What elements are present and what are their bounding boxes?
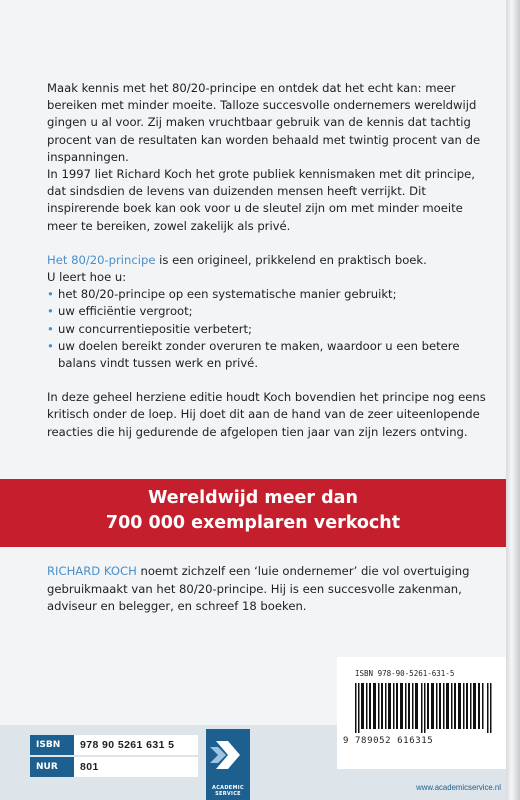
barcode-isbn-text: ISBN 978-90-5261-631-5 bbox=[355, 669, 455, 678]
isbn-label: ISBN bbox=[30, 735, 74, 755]
publisher-logo bbox=[206, 729, 250, 800]
blurb-paragraph-2: In 1997 liet Richard Koch het grote publiek kennismaken met dit principe, dat sindsdien de levens van duizenden mensen heeft verrijkt. Dit inspirerende boek kan ook voor u de sleutel zijn om met minder moeite meer te bereiken, zowel zakelijk als privé. bbox=[47, 167, 475, 233]
isbn-row bbox=[30, 735, 198, 755]
bullet-icon: • bbox=[47, 287, 54, 302]
list-item: • uw doelen bereikt zonder overuren te maken, waardoor u een betere balans vindt tussen werk en privé. bbox=[47, 338, 460, 371]
barcode-bars bbox=[355, 683, 495, 733]
spine-edge bbox=[506, 0, 520, 800]
logo-text-line-2: SERVICE bbox=[215, 791, 241, 797]
blurb-text bbox=[47, 80, 487, 441]
author-bio-text: noemt zichzelf een ‘luie ondernemer’ die vol overtuiging gebruikmaakt van het 80/20-principe. Hij is een succesvolle zakenman, adviseur en belegger, en schreef 18 boeken. bbox=[47, 564, 470, 613]
publisher-url: www.academicservice.nl bbox=[416, 783, 501, 792]
chevron-logo-icon bbox=[206, 729, 250, 781]
author-name: RICHARD KOCH bbox=[47, 564, 137, 578]
blurb-paragraph-4: In deze geheel herziene editie houdt Koch bovendien het principe nog eens kritisch onder de loep. Hij doet dit aan de hand van de zeer uiteenlopende reacties die hij gedurende de afgelopen tien jaar van zijn lezers ontving. bbox=[47, 390, 486, 439]
barcode bbox=[337, 657, 506, 769]
blurb-list-intro: U leert hoe u: bbox=[47, 270, 127, 285]
blurb-paragraph-3-rest: is een origineel, prikkelend en praktisch boek. bbox=[155, 252, 427, 267]
isbn-table bbox=[30, 735, 198, 779]
sales-banner-line-2: 700 000 exemplaren verkocht bbox=[105, 513, 401, 533]
list-item: • het 80/20-principe op een systematische manier gebruikt; bbox=[47, 286, 487, 303]
sales-banner bbox=[0, 479, 506, 547]
nur-label: NUR bbox=[30, 757, 74, 777]
sales-banner-line-1: Wereldwijd meer dan bbox=[148, 488, 358, 508]
logo-text-line-1: ACADEMIC bbox=[212, 785, 244, 791]
nur-row bbox=[30, 757, 198, 777]
benefit-list bbox=[47, 286, 487, 372]
bullet-icon: • bbox=[47, 321, 54, 336]
nur-value: 801 bbox=[74, 757, 198, 777]
book-title-highlight: Het 80/20-principe bbox=[47, 252, 156, 267]
bullet-icon: • bbox=[47, 304, 54, 319]
bullet-icon: • bbox=[47, 338, 54, 353]
author-bio bbox=[47, 563, 492, 616]
barcode-digits: 9 789052 616315 bbox=[343, 736, 434, 746]
blurb-paragraph-1: Maak kennis met het 80/20-principe en ontdek dat het echt kan: meer bereiken met minder moeite. Talloze succesvolle ondernemers wereldwijd gingen u al voor. Zij maken vruchtbaar gebruik van de kennis dat tachtig procent van de resultaten kan worden behaald met twintig procent van de inspanningen. bbox=[47, 81, 481, 164]
list-item: • uw concurrentiepositie verbetert; bbox=[47, 321, 487, 338]
list-item: • uw efficiëntie vergroot; bbox=[47, 303, 487, 320]
blurb-paragraph-3 bbox=[47, 252, 487, 269]
isbn-value: 978 90 5261 631 5 bbox=[74, 735, 198, 755]
